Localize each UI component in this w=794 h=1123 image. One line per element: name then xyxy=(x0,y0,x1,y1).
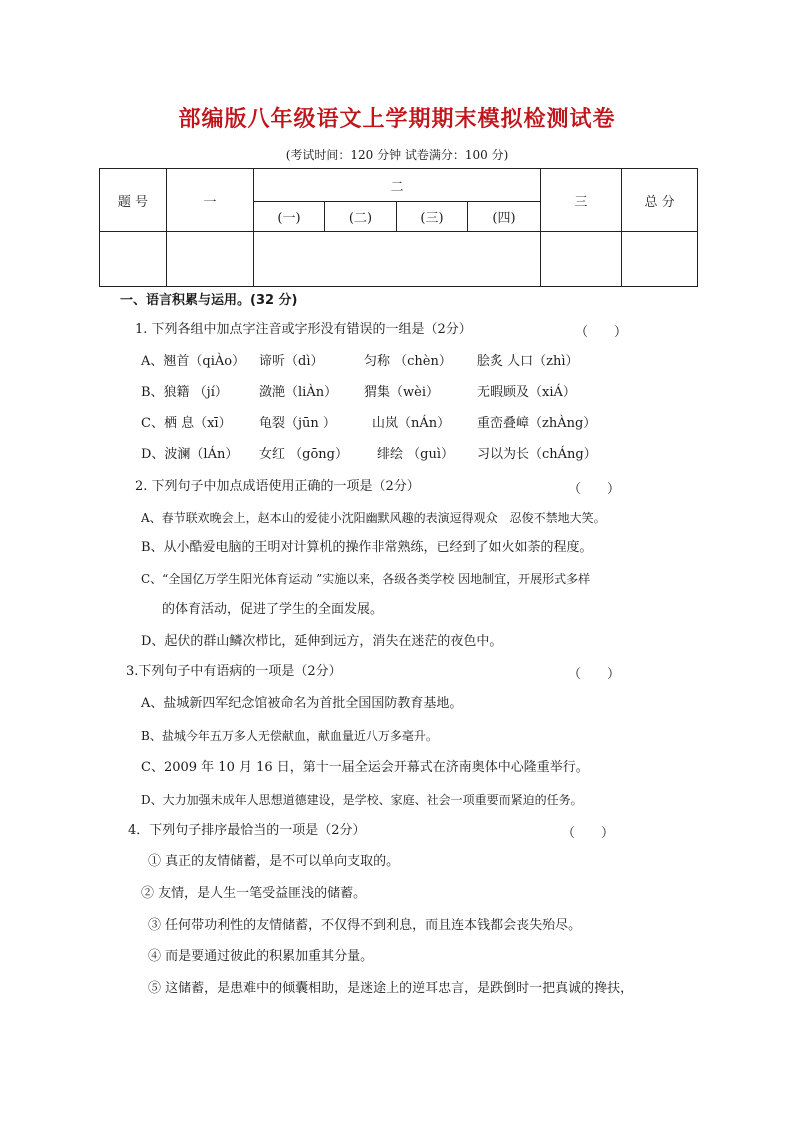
score-cell-empty[interactable] xyxy=(167,232,254,287)
q1-option-b-1: B、狼籍 （jí） xyxy=(141,385,228,400)
score-col-one: 一 xyxy=(167,169,254,232)
q1-option-c-3: 山岚（nÁn） xyxy=(372,416,451,431)
q2-option-b: B、从小酷爱电脑的王明对计算机的操作非常熟练，已经到了如火如荼的程度。 xyxy=(141,540,593,555)
q4-item: ④ 而是要通过彼此的积累加重其分量。 xyxy=(148,949,374,964)
question-4-answer-blank[interactable]: （ ） xyxy=(562,826,615,841)
q1-option-a-4: 脍炙 人口（zhì） xyxy=(477,354,579,369)
score-subcol: (一) xyxy=(254,202,325,232)
score-col-total: 总 分 xyxy=(622,169,698,232)
q1-option-d-4: 习以为长（chÁng） xyxy=(477,447,597,462)
question-4-stem: 4．下列句子排序最恰当的一项是（2分） xyxy=(128,823,366,838)
q1-option-c-2: 龟裂（jūn ） xyxy=(259,416,336,431)
score-subcol: (四) xyxy=(468,202,541,232)
score-cell-empty[interactable] xyxy=(254,232,541,287)
section-heading: 一、语言积累与运用。(32 分) xyxy=(120,293,298,308)
q1-option-a-3: 匀称 （chèn） xyxy=(364,354,452,369)
question-2-answer-blank[interactable]: （ ） xyxy=(568,482,621,497)
score-cell-empty[interactable] xyxy=(622,232,698,287)
q2-option-c-line-2: 的体育活动，促进了学生的全面发展。 xyxy=(162,602,384,617)
q3-option-a: A、盐城新四军纪念馆被命名为首批全国国防教育基地。 xyxy=(141,696,463,711)
score-subcol: (三) xyxy=(397,202,468,232)
q4-item: ① 真正的友情储蓄，是不可以单向支取的。 xyxy=(148,854,400,869)
score-col-three: 三 xyxy=(541,169,622,232)
score-table xyxy=(99,168,698,287)
question-1-answer-blank[interactable]: （ ） xyxy=(575,325,628,340)
question-1-stem: 1. 下列各组中加点字注音或字形没有错误的一组是（2分） xyxy=(135,322,472,337)
q1-option-a-2: 谛听（dì） xyxy=(259,354,324,369)
q1-option-c-1: C、栖 息（xī） xyxy=(141,416,232,431)
q1-option-d-3: 绯绘 （guì） xyxy=(377,447,454,462)
q1-option-b-4: 无暇顾及（xiÁ） xyxy=(477,385,576,400)
q4-item: ⑤ 这储蓄，是患难中的倾囊相助，是迷途上的逆耳忠言，是跌倒时一把真诚的搀扶， xyxy=(148,981,634,996)
question-3-stem: 3.下列句子中有语病的一项是（2分） xyxy=(126,664,342,679)
question-3-answer-blank[interactable]: （ ） xyxy=(568,667,621,682)
q1-option-d-1: D、波澜（lÁn） xyxy=(141,447,239,462)
q2-option-a: A、春节联欢晚会上，赵本山的爱徒小沈阳幽默风趣的表演逗得观众 忍俊不禁地大笑。 xyxy=(141,511,606,525)
q3-option-b: B、盐城今年五万多人无偿献血，献血量近八万多毫升。 xyxy=(141,729,438,743)
q1-option-b-3: 猬集（wèi） xyxy=(364,385,439,400)
score-cell-empty[interactable] xyxy=(100,232,167,287)
score-col-two: 二 xyxy=(254,169,541,202)
score-label-cell: 题 号 xyxy=(100,169,167,232)
q1-option-c-4: 重峦叠嶂（zhÀng） xyxy=(477,416,597,431)
page-title: 部编版八年级语文上学期期末模拟检测试卷 xyxy=(178,107,616,132)
q1-option-d-2: 女红 （gōng） xyxy=(259,447,348,462)
q4-item: ③ 任何带功利性的友情储蓄，不仅得不到利息，而且连本钱都会丧失殆尽。 xyxy=(148,918,582,933)
score-subcol: (二) xyxy=(325,202,397,232)
q2-option-c-line-1: C、“全国亿万学生阳光体育运动 ”实施以来，各级各类学校 因地制宜，开展形式多样 xyxy=(141,572,591,586)
exam-info: (考试时间：120 分钟 试卷满分：100 分) xyxy=(285,148,509,162)
q2-option-d: D、起伏的群山鳞次栉比，延伸到远方，消失在迷茫的夜色中。 xyxy=(141,634,503,649)
score-cell-empty[interactable] xyxy=(541,232,622,287)
question-2-stem: 2. 下列句子中加点成语使用正确的一项是（2分） xyxy=(135,479,420,494)
q3-option-c: C、2009 年 10 月 16 日，第十一届全运会开幕式在济南奥体中心隆重举行。 xyxy=(141,760,589,775)
q4-item: ② 友情，是人生一笔受益匪浅的储蓄。 xyxy=(141,886,367,901)
q3-option-d: D、大力加强未成年人思想道德建设，是学校、家庭、社会一项重要而紧迫的任务。 xyxy=(141,793,583,807)
q1-option-b-2: 潋滟（liÀn） xyxy=(259,385,338,400)
q1-option-a-1: A、翘首（qiÀo） xyxy=(141,354,246,369)
